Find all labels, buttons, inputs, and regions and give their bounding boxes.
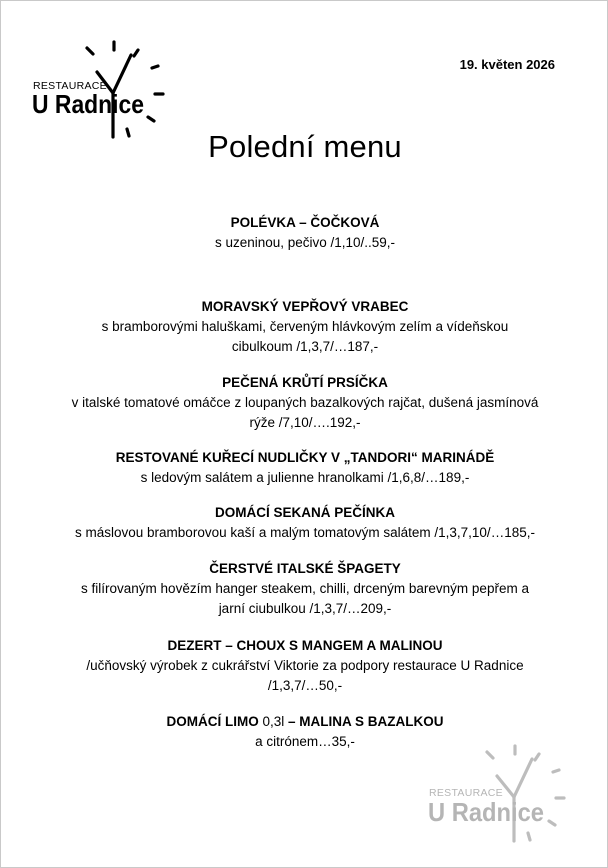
dish-name-part: DOMÁCÍ LIMO — [166, 714, 263, 729]
menu-item — [41, 213, 569, 253]
dish-name: PEČENÁ KRŮTÍ PRSÍČKA — [222, 375, 388, 390]
dish-description: /učňovský výrobek z cukrářství Viktorie za podpory restaurace U Radnice — [86, 658, 524, 673]
page-title: Polední menu — [208, 129, 402, 164]
menu-item — [41, 503, 569, 543]
dish-description: s filírovaným hovězím hanger steakem, chilli, drceným barevným pepřem a — [81, 581, 529, 596]
logo-main-text: U Radnice — [32, 89, 144, 119]
dish-description: rýže /7,10/….192,- — [249, 415, 361, 430]
logo-restaurace-text: RESTAURACE — [33, 80, 107, 92]
menu-item — [41, 636, 569, 696]
dish-description: cibulkoum /1,3,7/…187,- — [231, 339, 379, 354]
menu-item — [41, 373, 569, 433]
menu-item — [41, 559, 569, 619]
dish-volume: 0,3l — [262, 714, 285, 729]
logo-restaurace-text: RESTAURACE — [429, 787, 503, 799]
dish-name: POLÉVKA – ČOČKOVÁ — [230, 215, 380, 230]
dish-description: s máslovou bramborovou kaší a malým tomatovým salátem /1,3,7,10/…185,- — [75, 525, 535, 540]
menu-item — [41, 448, 569, 488]
dish-name: RESTOVANÉ KUŘECÍ NUDLIČKY V „TANDORI“ MARINÁDĚ — [115, 450, 495, 465]
dish-description: s bramborovými haluškami, červeným hlávkovým zelím a vídeňskou — [101, 319, 509, 334]
menu-item — [41, 297, 569, 357]
dish-description: s uzeninou, pečivo /1,10/..59,- — [214, 235, 396, 250]
dish-description: v italské tomatové omáčce z loupaných bazalkových rajčat, dušená jasmínová — [71, 395, 539, 410]
dish-name: ČERSTVÉ ITALSKÉ ŠPAGETY — [209, 561, 401, 576]
footer-logo — [423, 741, 573, 851]
dish-description: s ledovým salátem a julienne hranolkami /1,6,8/…189,- — [140, 470, 470, 485]
dish-name: DOMÁCÍ SEKANÁ PEČÍNKA — [214, 505, 395, 520]
dish-name — [41, 712, 569, 732]
dish-description: jarní ciubulkou /1,3,7/…209,- — [218, 601, 392, 616]
menu-date: 19. květen 2026 — [459, 57, 555, 72]
dish-name: DEZERT – CHOUX S MANGEM A MALINOU — [167, 638, 443, 653]
dish-description: /1,3,7/…50,- — [267, 678, 343, 693]
logo-main-text: U Radnice — [428, 797, 544, 827]
dish-description: a citrónem…35,- — [255, 734, 355, 749]
dish-name-part: – MALINA S BAZALKOU — [284, 714, 444, 729]
dish-name: MORAVSKÝ VEPŘOVÝ VRABEC — [201, 299, 409, 314]
